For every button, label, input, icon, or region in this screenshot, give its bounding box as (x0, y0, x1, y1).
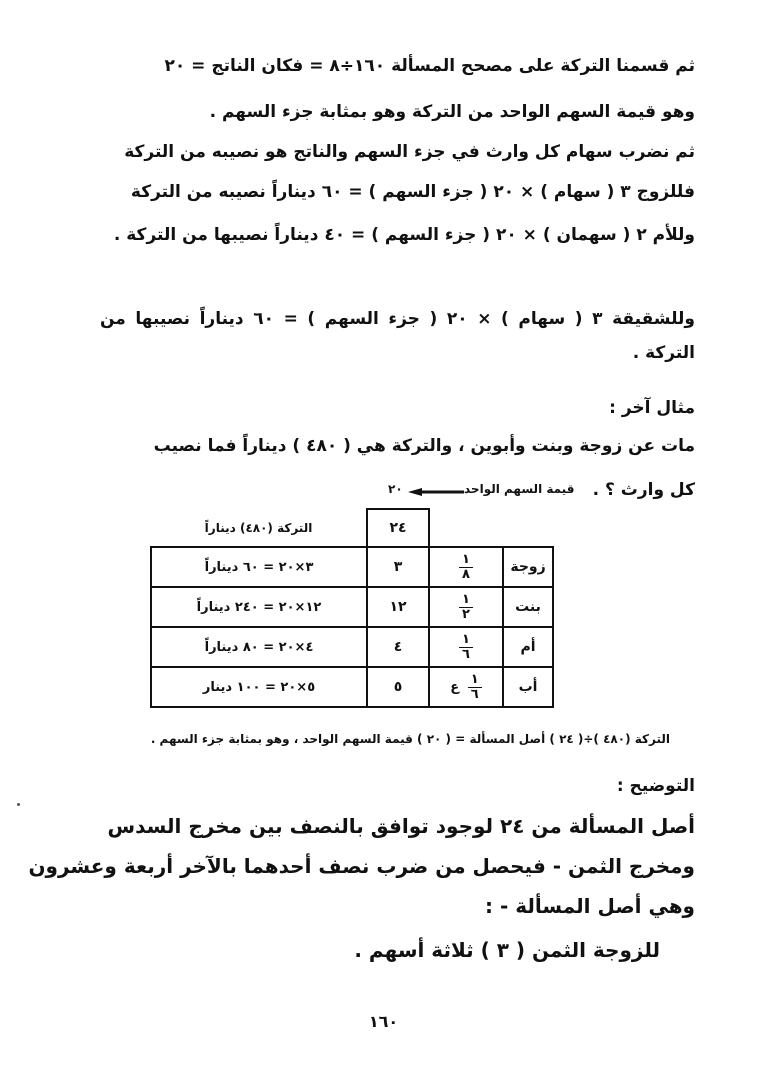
sahm-count: ٣ (367, 547, 429, 587)
inheritance-table (150, 508, 554, 708)
example-heading: مثال آخر : (609, 398, 695, 418)
paragraph-line: فللزوج ٣ ( سهام ) × ٢٠ ( جزء السهم ) = ٦٠ ديناراً نصيبه من التركة (130, 182, 695, 202)
clarification-line: أصل المسألة من ٢٤ لوجود توافق بالنصف بين مخرج السدس (107, 814, 695, 838)
origin-cell: ٢٤ (367, 509, 429, 547)
paragraph-line: وهو قيمة السهم الواحد من التركة وهو بمثابة جزء السهم . (209, 102, 695, 122)
share-fraction: $\frac{١}{٦}$ ع (429, 667, 503, 707)
share-calculation: ٤×٢٠ = ٨٠ ديناراً (151, 627, 367, 667)
table-row (151, 627, 553, 667)
heir-name: أم (503, 627, 553, 667)
share-value-label: قيمة السهم الواحد (464, 482, 575, 496)
example-text-line2: كل وارث ؟ . (592, 480, 695, 500)
asaba-mark: ع (450, 679, 460, 695)
table-row (151, 587, 553, 627)
clarification-line: ومخرج الثمن - فيحصل من ضرب نصف أحدهما بالآخر أربعة وعشرون (28, 854, 695, 878)
share-fraction: $\frac{١}{٦}$ (429, 627, 503, 667)
clarification-line: وهي أصل المسألة - : (485, 894, 695, 918)
paragraph-line: ثم نضرب سهام كل وارث في جزء السهم والناتج هو نصيبه من التركة (124, 142, 695, 162)
sahm-count: ٤ (367, 627, 429, 667)
table-row (151, 667, 553, 707)
heir-name: بنت (503, 587, 553, 627)
share-fraction: $\frac{١}{٨}$ (429, 547, 503, 587)
paragraph-mother-share: وللأم ٢ ( سهمان ) × ٢٠ ( جزء السهم ) = ٤٠ ديناراً نصيبها من التركة . (113, 225, 695, 245)
sahm-count: ٥ (367, 667, 429, 707)
share-calculation: ١٢×٢٠ = ٢٤٠ ديناراً (151, 587, 367, 627)
scan-speck (17, 803, 20, 806)
share-calculation: ٣×٢٠ = ٦٠ ديناراً (151, 547, 367, 587)
share-value-note (380, 480, 580, 502)
page-number: ١٦٠ (368, 1012, 399, 1031)
paragraph-line: ثم قسمنا التركة على مصحح المسألة ١٦٠÷٨ = فكان الناتج = ٢٠ (164, 56, 695, 76)
share-calculation: ٥×٢٠ = ١٠٠ دينار (151, 667, 367, 707)
table-header-row (151, 509, 553, 547)
arrow-left-icon (408, 488, 464, 496)
sahm-count: ١٢ (367, 587, 429, 627)
share-value: ٢٠ (388, 482, 403, 496)
heir-name: زوجة (503, 547, 553, 587)
paragraph-sister-share: وللشقيقة ٣ ( سهام ) × ٢٠ ( جزء السهم ) = ٦٠ ديناراً نصيبها من التركة . (100, 309, 695, 363)
table-row (151, 547, 553, 587)
estate-header: التركة (٤٨٠) ديناراً (204, 520, 313, 535)
wife-share-line: للزوجة الثمن ( ٣ ) ثلاثة أسهم . (354, 938, 660, 962)
share-fraction: $\frac{١}{٢}$ (429, 587, 503, 627)
example-text: مات عن زوجة وبنت وأبوين ، والتركة هي ( ٤٨٠ ) ديناراً فما نصيب (153, 436, 695, 456)
clarification-heading: التوضيح : (616, 776, 695, 796)
table-caption: التركة (٤٨٠ )÷( ٢٤ ) أصل المسألة = ( ٢٠ ) قيمة السهم الواحد ، وهو بمثابة جزء السهم . (150, 732, 670, 746)
heir-name: أب (503, 667, 553, 707)
